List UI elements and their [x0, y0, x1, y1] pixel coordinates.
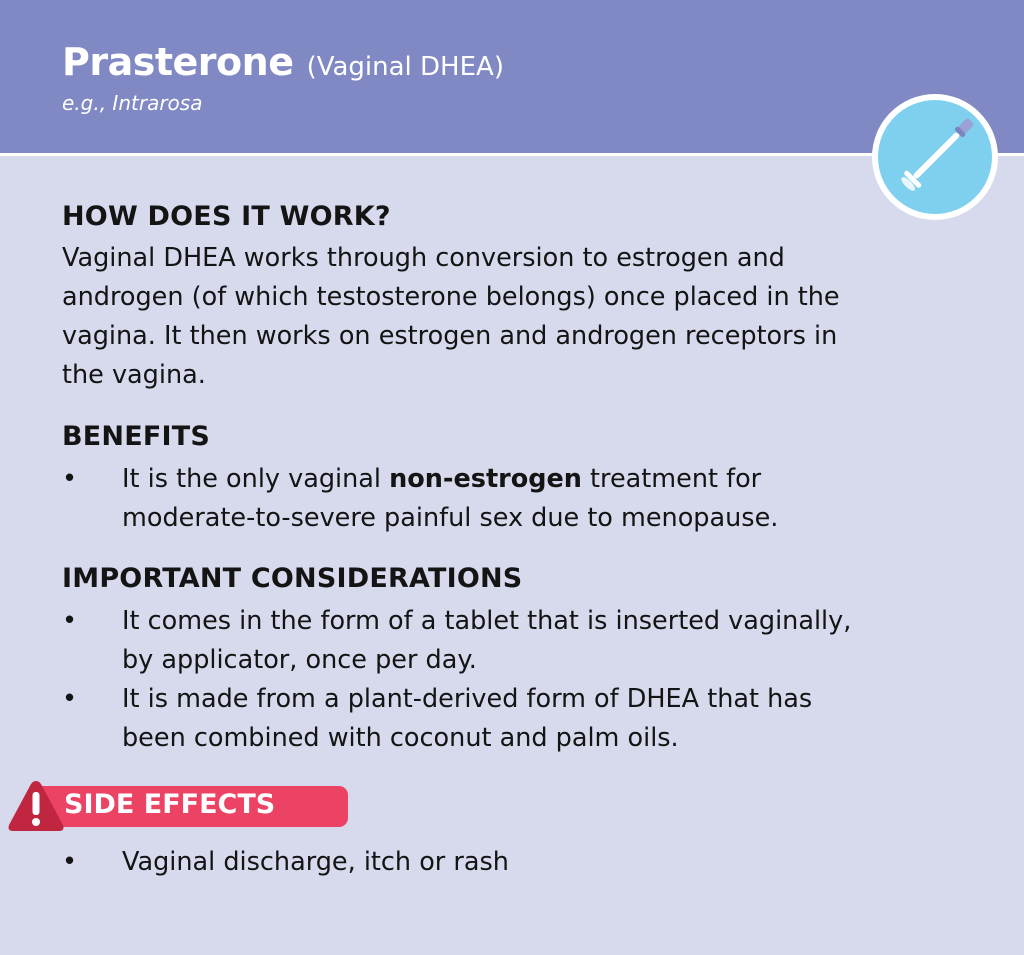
considerations-heading: IMPORTANT CONSIDERATIONS	[62, 563, 523, 594]
how-line: androgen (of which testosterone belongs) once placed in the	[62, 282, 840, 312]
bullet-icon: •	[62, 847, 78, 877]
applicator-badge	[872, 94, 998, 220]
consideration-text: been combined with coconut and palm oils.	[122, 723, 679, 753]
benefit-text: It is the only vaginal	[122, 464, 390, 494]
brand-example: e.g., Intrarosa	[62, 91, 203, 115]
benefit-text: treatment for	[581, 464, 762, 494]
consideration-text: It is made from a plant-derived form of DHEA that has	[122, 684, 813, 714]
how-heading: HOW DOES IT WORK?	[62, 201, 391, 232]
side-effects-heading: SIDE EFFECTS	[64, 789, 276, 820]
how-paragraph	[62, 239, 962, 395]
drug-subtitle: (Vaginal DHEA)	[306, 52, 504, 82]
title-row	[62, 40, 504, 84]
header-divider	[0, 153, 1024, 156]
how-line: Vaginal DHEA works through conversion to estrogen and	[62, 243, 785, 273]
drug-name: Prasterone	[62, 40, 294, 84]
benefit-text: moderate-to-severe painful sex due to menopause.	[122, 503, 779, 533]
benefits-heading: BENEFITS	[62, 421, 211, 452]
how-line: vagina. It then works on estrogen and androgen receptors in	[62, 321, 838, 351]
consideration-text: by applicator, once per day.	[122, 645, 477, 675]
bullet-icon: •	[62, 684, 78, 714]
how-line: the vagina.	[62, 360, 206, 390]
bullet-icon: •	[62, 606, 78, 636]
consideration-text: It comes in the form of a tablet that is inserted vaginally,	[122, 606, 852, 636]
side-effect-text: Vaginal discharge, itch or rash	[122, 847, 509, 877]
applicator-icon	[872, 94, 998, 220]
warning-icon	[7, 779, 65, 833]
bullet-icon: •	[62, 464, 78, 494]
benefit-emphasis: non-estrogen	[389, 464, 582, 494]
